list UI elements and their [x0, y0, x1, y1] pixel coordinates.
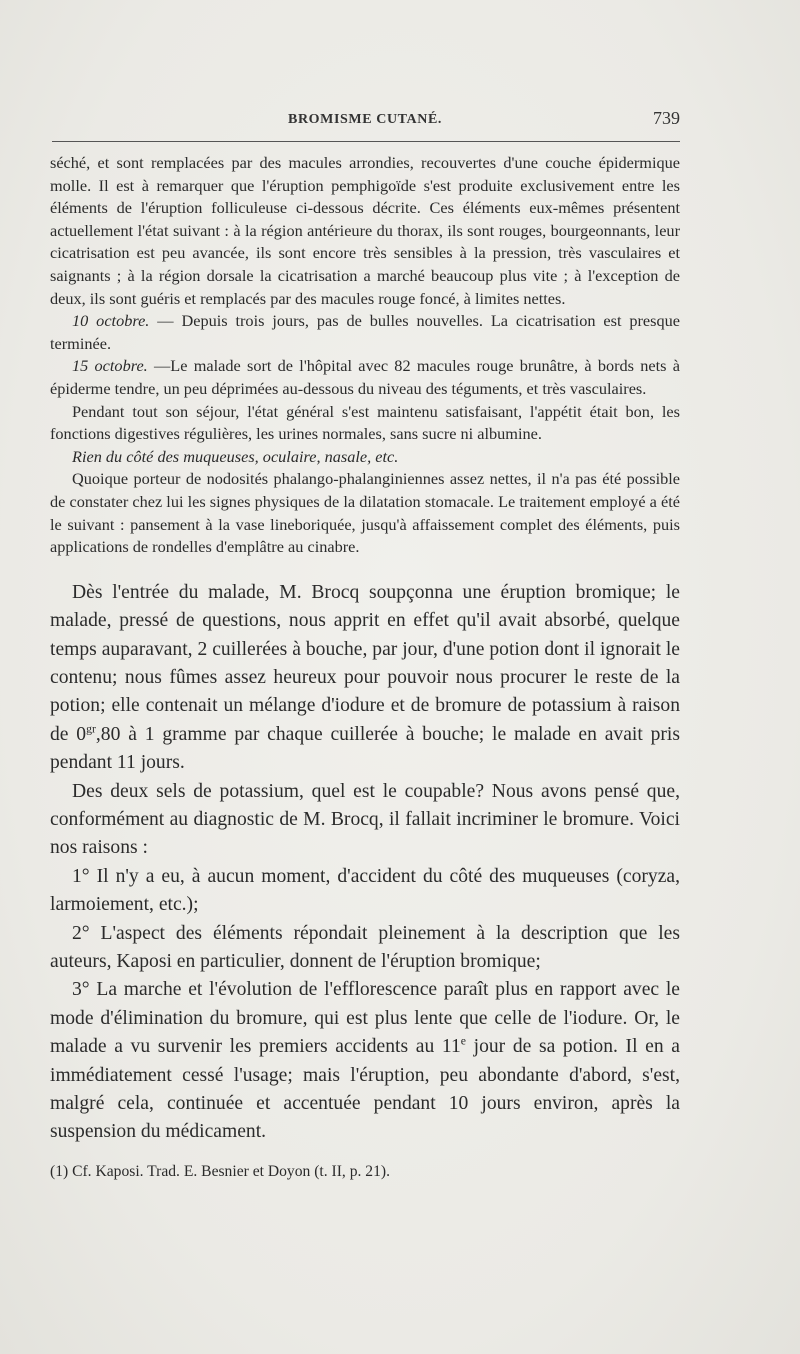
reason-2: 2° L'aspect des éléments répondait pleinement à la description que les auteurs, Kaposi en particulier, donnent de l'éruption bromique; — [50, 922, 680, 972]
running-title: BROMISME CUTANÉ. — [288, 112, 443, 127]
case-paragraph-4: Pendant tout son séjour, l'état général s'est maintenu satisfaisant, l'appétit était bon, les fonctions digestives régulières, les urines normales, sans sucre ni albumine. — [50, 401, 680, 444]
running-header — [52, 108, 680, 136]
footnote-text: (1) Cf. Kaposi. Trad. E. Besnier et Doyon (t. II, p. 21). — [50, 1162, 390, 1180]
header-rule — [52, 141, 680, 142]
discussion-paragraph-2: Des deux sels de potassium, quel est le coupable? Nous avons pensé que, conformément au diagnostic de M. Brocq, il fallait incriminer le bromure. Voici nos raisons : — [50, 780, 680, 859]
discussion-paragraph-1-b: ,80 à 1 gramme par chaque cuillerée à bouche; le malade en avait pris pendant 11 jours. — [50, 723, 680, 774]
case-paragraph-2-text: — Depuis trois jours, pas de bulles nouvelles. La cicatrisation est presque terminée. — [50, 311, 680, 353]
case-paragraph-6: Quoique porteur de nodosités phalango-phalanginiennes assez nettes, il n'a pas été possible de constater chez lui les signes physiques de la dilatation stomacale. Le traitement employé a été le suivant : pansement à la vase lineboriquée, jusqu'à affaissement complet des éléments, puis applications de rondelles d'emplâtre au cinabre. — [50, 469, 680, 557]
case-paragraph-5: Rien du côté des muqueuses, oculaire, nasale, etc. — [72, 446, 399, 466]
reason-3-a: 3° La marche et l'évolution de l'efflorescence paraît plus en rapport avec le mode d'élimination du bromure, qui est plus lente que celle de l'iodure. Or, le malade a vu survenir les premiers accidents au 11 — [50, 979, 680, 1058]
discussion-paragraph-1-a: Dès l'entrée du malade, M. Brocq soupçonna une éruption bromique; le malade, pressé de questions, nous apprit en effet qu'il avait absorbé, quelque temps auparavant, 2 cuillerées à bouche, par jour, d'une potion dont il ignorait le contenu; nous fûmes assez heureux pour pouvoir nous procurer le reste de la potion; elle contenait un mélange d'iodure et de bromure de potassium à raison de 0 — [50, 581, 680, 745]
date-10-octobre: 10 octobre. — [72, 311, 150, 331]
reason-1: 1° Il n'y a eu, à aucun moment, d'accident du côté des muqueuses (coryza, larmoiement, etc.); — [50, 865, 680, 916]
footnote — [50, 1161, 680, 1183]
reason-3-b: jour de sa potion. Il en a immédiatement cessé l'usage; mais l'éruption, peu abondante d'abord, s'est, malgré cela, continuée et accentuée pendant 10 jours environ, après la suspension du médicament. — [50, 1036, 680, 1143]
ordinal-sup: e — [460, 1034, 466, 1048]
gram-abbrev-sup: gr — [86, 722, 96, 736]
case-report — [50, 152, 680, 559]
reason-3 — [50, 976, 680, 1146]
case-paragraph-3-text: —Le malade sort de l'hôpital avec 82 macules rouge brunâtre, à bords nets à épiderme tendre, un peu déprimées au-dessous du niveau des téguments, et très vasculaires. — [50, 356, 680, 398]
discussion-paragraph-1 — [50, 579, 680, 778]
date-15-octobre: 15 octobre. — [72, 356, 148, 376]
case-paragraph-2 — [50, 310, 680, 355]
discussion — [50, 579, 680, 1147]
case-paragraph-1: séché, et sont remplacées par des macules arrondies, recouvertes d'une couche épidermique molle. Il est à remarquer que l'éruption pemphigoïde s'est produite exclusivement entre les éléments de l'éruption folliculeuse ci-dessous décrite. Ces éléments eux-mêmes présentent actuellement l'état suivant : à la région antérieure du thorax, ils sont rouges, bourgeonnants, leur cicatrisation est peu avancée, ils sont encore très sensibles à la pression, très vasculaires et saignants ; à la région dorsale la cicatrisation a marché beaucoup plus vite ; à l'exception de deux, ils sont guéris et remplacés par des macules rouge foncé, à limites nettes. — [50, 153, 680, 308]
page-number: 739 — [653, 108, 680, 128]
page-body — [50, 152, 680, 1183]
case-paragraph-3 — [50, 355, 680, 400]
